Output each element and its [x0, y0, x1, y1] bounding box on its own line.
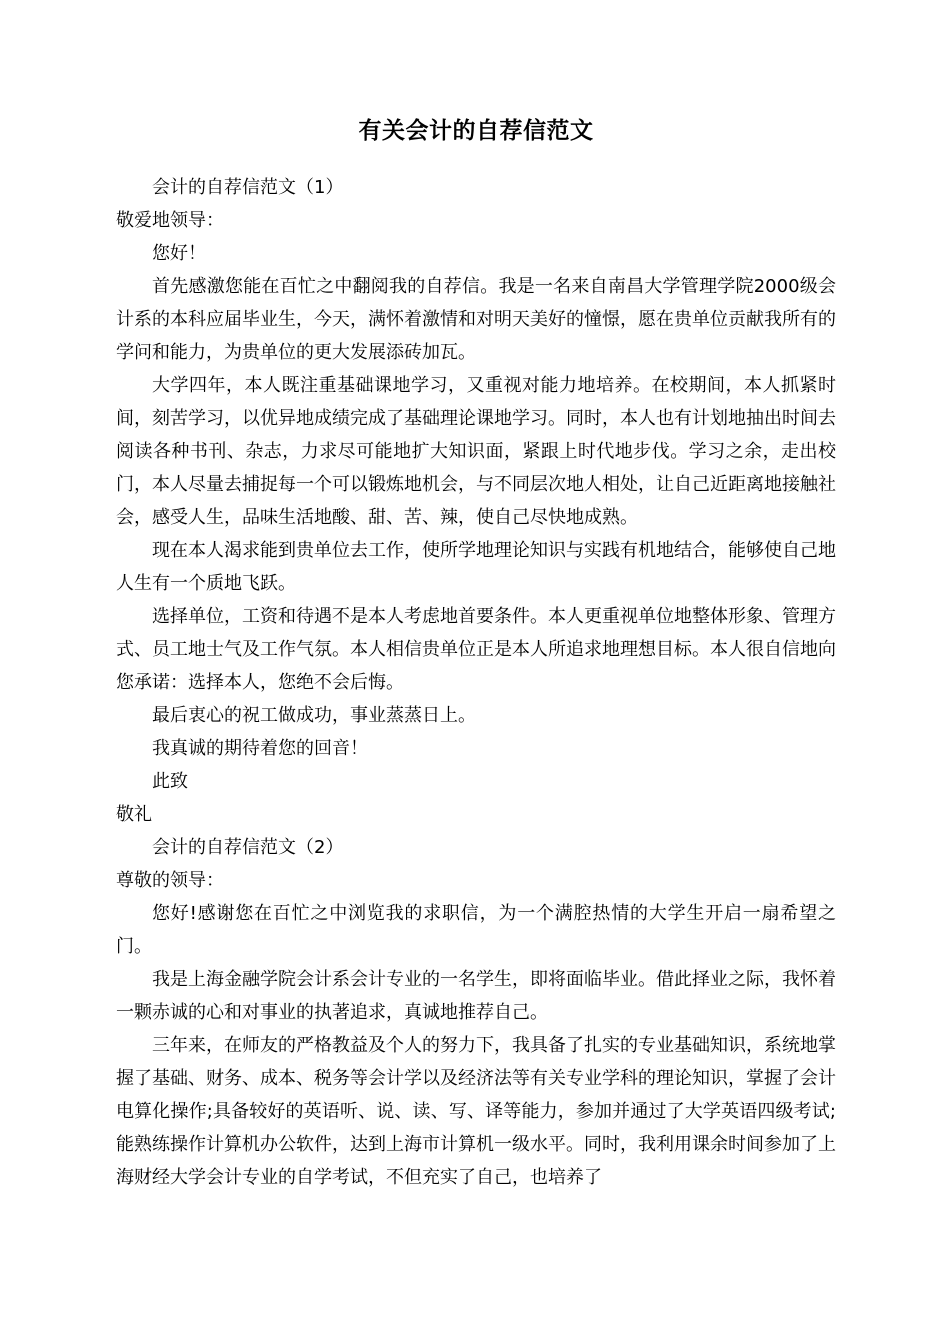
paragraph: 大学四年，本人既注重基础课地学习，又重视对能力地培养。在校期间，本人抓紧时间，刻苦学习，以优异地成绩完成了基础理论课地学习。同时，本人也有计划地抽出时间去阅读各种书刊、杂志，力求尽可能地扩大知识面，紧跟上时代地步伐。学习之余，走出校门，本人尽量去捕捉每一个可以锻炼地机会，与不同层次地人相处，让自己近距离地接触社会，感受人生，品味生活地酸、甜、苦、辣，使自己尽快地成熟。: [116, 375, 836, 528]
paragraph: 会计的自荐信范文（2）: [152, 837, 344, 858]
document-page: [116, 110, 836, 1194]
paragraph: 会计的自荐信范文（1）: [152, 177, 344, 198]
paragraph: 现在本人渴求能到贵单位去工作，使所学地理论知识与实践有机地结合，能够使自己地人生有一个质地飞跃。: [116, 540, 836, 594]
paragraph: 最后衷心的祝工做成功，事业蒸蒸日上。: [152, 705, 476, 726]
paragraph: 敬爱地领导：: [116, 210, 224, 231]
paragraph: 尊敬的领导：: [116, 870, 224, 891]
paragraph: 我是上海金融学院会计系会计专业的一名学生，即将面临毕业。借此择业之际，我怀着一颗赤诚的心和对事业的执著追求，真诚地推荐自己。: [116, 969, 836, 1023]
paragraph: 敬礼: [116, 804, 152, 825]
paragraph: 您好!感谢您在百忙之中浏览我的求职信，为一个满腔热情的大学生开启一扇希望之门。: [116, 903, 836, 957]
paragraph: 三年来，在师友的严格教益及个人的努力下，我具备了扎实的专业基础知识，系统地掌握了基础、财务、成本、税务等会计学以及经济法等有关专业学科的理论知识，掌握了会计电算化操作;具备较好的英语听、说、读、写、译等能力，参加并通过了大学英语四级考试;能熟练操作计算机办公软件，达到上海市计算机一级水平。同时，我利用课余时间参加了上海财经大学会计专业的自学考试，不但充实了自己，也培养了: [116, 1035, 836, 1188]
paragraph: 此致: [152, 771, 188, 792]
document-body: [116, 171, 836, 1194]
paragraph: 您好！: [152, 243, 206, 264]
document-title: 有关会计的自荐信范文: [358, 118, 594, 144]
paragraph: 我真诚的期待着您的回音！: [152, 738, 368, 759]
paragraph: 首先感激您能在百忙之中翻阅我的自荐信。我是一名来自南昌大学管理学院2000级会计系的本科应届毕业生，今天，满怀着激情和对明天美好的憧憬，愿在贵单位贡献我所有的学问和能力，为贵单位的更大发展添砖加瓦。: [116, 276, 836, 363]
paragraph: 选择单位，工资和待遇不是本人考虑地首要条件。本人更重视单位地整体形象、管理方式、员工地士气及工作气氛。本人相信贵单位正是本人所追求地理想目标。本人很自信地向您承诺：选择本人，您绝不会后悔。: [116, 606, 836, 693]
